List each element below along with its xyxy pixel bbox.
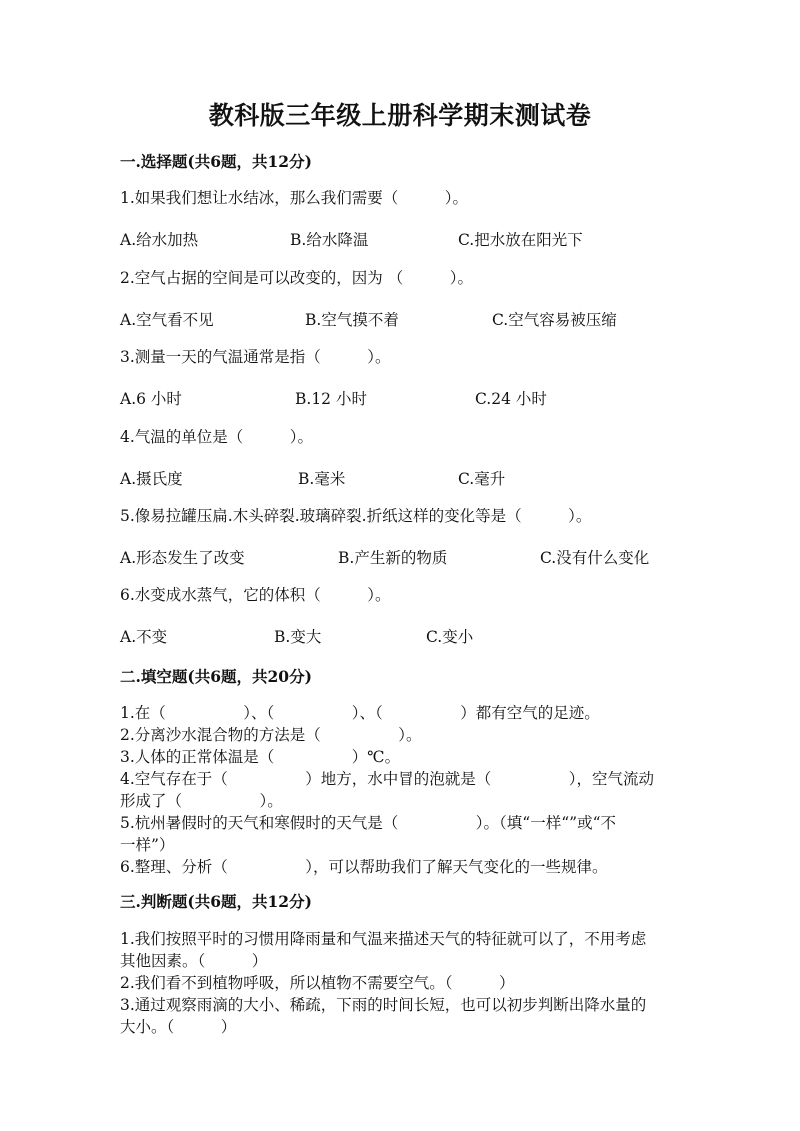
option-2a: A.空气看不见 — [120, 311, 214, 329]
option-5c: C.没有什么变化 — [540, 549, 650, 567]
fill-line: 6.整理、分析（ ），可以帮助我们了解天气变化的一些规律。 — [120, 858, 608, 876]
option-4c: C.毫升 — [458, 470, 506, 488]
option-3b: B.12 小时 — [295, 390, 367, 408]
section-heading-judge: 三.判断题(共6题，共12分) — [120, 892, 312, 911]
question-3: 3.测量一天的气温通常是指（ ）。 — [120, 348, 391, 366]
option-5b: B.产生新的物质 — [338, 549, 448, 567]
option-2c: C.空气容易被压缩 — [492, 311, 617, 329]
section-heading-fill: 二.填空题(共6题，共20分) — [120, 667, 312, 686]
judge-line: 1.我们按照平时的习惯用降雨量和气温来描述天气的特征就可以了，不用考虑 — [120, 930, 647, 948]
fill-line: 5.杭州暑假时的天气和寒假时的天气是（ ）。（填“一样“”或“不 — [120, 814, 616, 832]
fill-line: 1.在（ ）、（ ）、（ ）都有空气的足迹。 — [120, 704, 600, 722]
question-4: 4.气温的单位是（ ）。 — [120, 428, 314, 446]
question-6: 6.水变成水蒸气，它的体积（ ）。 — [120, 586, 391, 604]
question-2: 2.空气占据的空间是可以改变的，因为 （ ）。 — [120, 269, 473, 287]
option-1c: C.把水放在阳光下 — [458, 231, 583, 249]
fill-line: 4.空气存在于（ ）地方，水中冒的泡就是（ ），空气流动 — [120, 770, 655, 788]
option-2b: B.空气摸不着 — [305, 311, 399, 329]
option-1b: B.给水降温 — [290, 231, 369, 249]
fill-line: 3.人体的正常体温是（ ）℃。 — [120, 748, 401, 766]
option-1a: A.给水加热 — [120, 231, 199, 249]
fill-in-list — [120, 702, 680, 878]
question-1: 1.如果我们想让水结冰，那么我们需要（ ）。 — [120, 189, 469, 207]
option-6b: B.变大 — [274, 628, 322, 646]
page-title: 教科版三年级上册科学期末测试卷 — [208, 101, 592, 130]
judge-list — [120, 928, 680, 1038]
judge-line: 其他因素。（ ） — [120, 952, 268, 970]
fill-line: 形成了（ ）。 — [120, 792, 283, 810]
section-heading-choice: 一.选择题(共6题，共12分) — [120, 152, 312, 171]
fill-line: 2.分离沙水混合物的方法是（ ）。 — [120, 726, 422, 744]
option-5a: A.形态发生了改变 — [120, 549, 245, 567]
judge-line: 大小。（ ） — [120, 1018, 237, 1036]
fill-line: 一样”） — [120, 836, 175, 854]
option-4b: B.毫米 — [298, 470, 346, 488]
question-5: 5.像易拉罐压扁.木头碎裂.玻璃碎裂.折纸这样的变化等是（ ）。 — [120, 507, 592, 525]
option-4a: A.摄氏度 — [120, 470, 183, 488]
judge-line: 2.我们看不到植物呼吸，所以植物不需要空气。（ ） — [120, 974, 515, 992]
option-3c: C.24 小时 — [475, 390, 547, 408]
judge-line: 3.通过观察雨滴的大小、稀疏，下雨的时间长短，也可以初步判断出降水量的 — [120, 996, 647, 1014]
option-6c: C.变小 — [426, 628, 474, 646]
option-6a: A.不变 — [120, 628, 168, 646]
option-3a: A.6 小时 — [120, 390, 182, 408]
